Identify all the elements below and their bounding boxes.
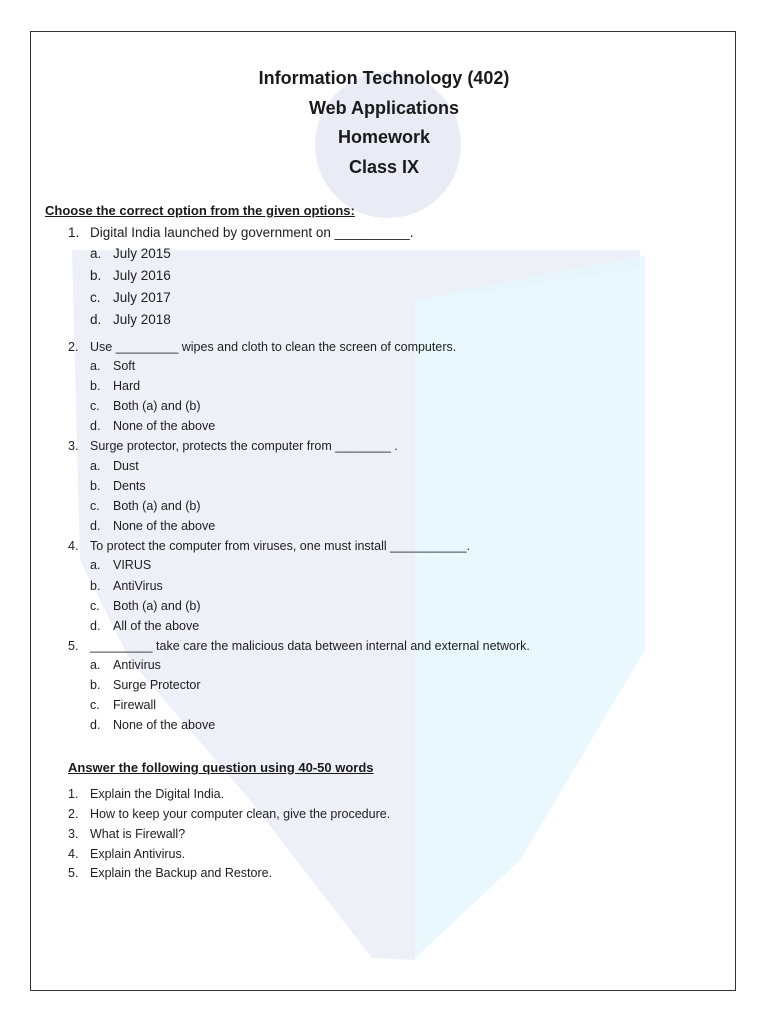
title-block [0,64,768,182]
option-text: Hard [113,379,141,393]
option-text: Dust [113,459,139,473]
option-letter: b. [90,678,101,692]
question-number: 1. [68,225,80,240]
option-row [0,312,768,330]
question-text: To protect the computer from viruses, one must install ___________. [90,539,471,553]
option-letter: b. [90,479,101,493]
question-row [0,639,768,657]
question-row [0,539,768,557]
question-number: 4. [68,539,79,553]
option-letter: a. [90,558,101,572]
option-text: Firewall [113,698,157,712]
option-row [0,718,768,736]
question-text: How to keep your computer clean, give the procedure. [90,807,391,821]
option-letter: b. [90,379,101,393]
option-letter: d. [90,419,101,433]
option-row [0,246,768,264]
option-row [0,698,768,716]
option-text: VIRUS [113,558,152,572]
question-text: What is Firewall? [90,827,186,841]
option-row [0,399,768,417]
short-question-row [0,847,768,865]
question-number: 3. [68,439,79,453]
option-row [0,599,768,617]
option-text: All of the above [113,619,200,633]
option-row [0,519,768,537]
option-letter: a. [90,459,101,473]
option-letter: d. [90,619,101,633]
assignment-type: Homework [337,127,431,147]
question-text: Explain Antivirus. [90,847,186,861]
question-text: Digital India launched by government on __________. [90,225,414,240]
course-title: Information Technology (402) [258,68,510,88]
option-row [0,658,768,676]
question-number: 2. [68,807,79,821]
option-row [0,678,768,696]
question-text: Explain the Backup and Restore. [90,866,273,880]
option-text: Surge Protector [113,678,201,692]
option-text: Both (a) and (b) [113,399,201,413]
option-letter: a. [90,246,102,261]
short-question-row [0,827,768,845]
option-text: Antivirus [113,658,161,672]
option-letter: a. [90,658,101,672]
option-letter: b. [90,268,102,283]
option-row [0,558,768,576]
option-row [0,479,768,497]
option-row [0,419,768,437]
option-text: July 2017 [113,290,171,305]
option-letter: c. [90,399,100,413]
question-number: 5. [68,866,79,880]
option-text: July 2016 [113,268,171,283]
option-letter: d. [90,718,101,732]
option-row [0,499,768,517]
option-text: Dents [113,479,146,493]
question-number: 5. [68,639,79,653]
question-row [0,340,768,358]
short-answer-heading: Answer the following question using 40-50 words [68,760,374,775]
question-row [0,225,768,243]
question-number: 4. [68,847,79,861]
option-text: None of the above [113,718,216,732]
option-text: Both (a) and (b) [113,499,201,513]
option-row [0,290,768,308]
short-question-row [0,866,768,884]
option-text: Both (a) and (b) [113,599,201,613]
option-text: None of the above [113,519,216,533]
option-letter: d. [90,519,101,533]
option-letter: a. [90,359,101,373]
option-row [0,579,768,597]
option-text: July 2018 [113,312,171,327]
short-question-row [0,807,768,825]
short-question-row [0,787,768,805]
class-label: Class IX [348,156,420,177]
option-letter: c. [90,599,100,613]
mcq-heading: Choose the correct option from the given options: [45,203,355,218]
subject-title: Web Applications [308,97,459,118]
option-letter: b. [90,579,101,593]
question-text: Explain the Digital India. [90,787,225,801]
option-row [0,379,768,397]
option-text: July 2015 [113,246,171,261]
option-row [0,268,768,286]
question-number: 2. [68,340,79,354]
question-text: Surge protector, protects the computer from ________ . [90,439,398,453]
option-row [0,359,768,377]
question-row [0,439,768,457]
option-letter: c. [90,698,100,712]
option-letter: c. [90,290,101,305]
option-text: AntiVirus [113,579,163,593]
question-number: 3. [68,827,79,841]
option-row [0,459,768,477]
option-letter: d. [90,312,102,327]
option-letter: c. [90,499,100,513]
question-number: 1. [68,787,79,801]
option-row [0,619,768,637]
option-text: Soft [113,359,136,373]
question-text: Use _________ wipes and cloth to clean the screen of computers. [90,340,457,354]
question-text: _________ take care the malicious data between internal and external network. [90,639,530,653]
option-text: None of the above [113,419,216,433]
